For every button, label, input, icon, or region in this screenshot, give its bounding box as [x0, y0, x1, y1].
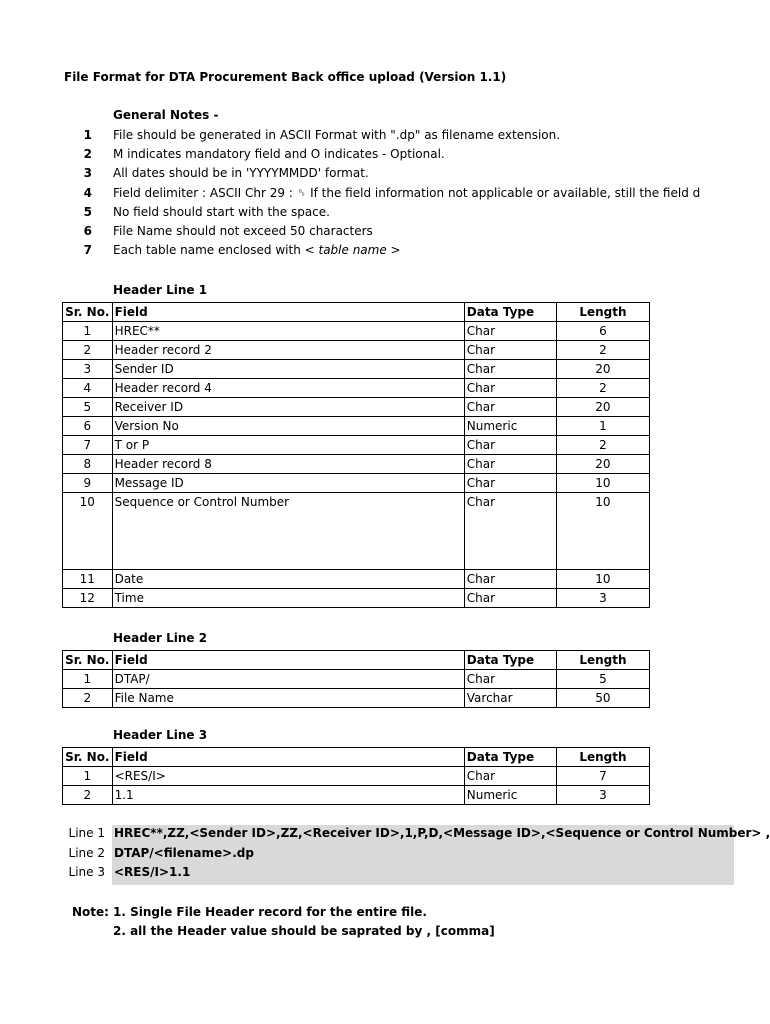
col-header-length: Length	[556, 303, 649, 322]
col-header-sr-no: Sr. No.	[63, 748, 113, 767]
table-row	[63, 455, 650, 474]
col-header-field: Field	[112, 748, 464, 767]
cell-field: Sender ID	[112, 360, 464, 379]
table-header-row	[63, 651, 650, 670]
cell-length: 10	[556, 493, 649, 570]
cell-data-type: Char	[464, 379, 556, 398]
note-number: 2	[83, 147, 92, 161]
cell-field: T or P	[112, 436, 464, 455]
note-text-italic: table name	[318, 243, 387, 257]
col-header-field: Field	[112, 303, 464, 322]
cell-sr-no: 11	[63, 570, 113, 589]
cell-data-type: Char	[464, 589, 556, 608]
note-number: 4	[83, 186, 92, 200]
cell-field: DTAP/	[112, 670, 464, 689]
note-number: 3	[83, 166, 92, 180]
cell-length: 20	[556, 398, 649, 417]
col-header-data-type: Data Type	[464, 651, 556, 670]
cell-length: 20	[556, 455, 649, 474]
table-row	[63, 570, 650, 589]
header-line-1-table	[62, 302, 650, 608]
cell-sr-no: 10	[63, 493, 113, 570]
table-row	[63, 689, 650, 708]
cell-length: 3	[556, 589, 649, 608]
cell-field: 1.1	[112, 786, 464, 805]
cell-data-type: Char	[464, 767, 556, 786]
col-header-field: Field	[112, 651, 464, 670]
cell-field: Date	[112, 570, 464, 589]
cell-field: Time	[112, 589, 464, 608]
table-row	[63, 589, 650, 608]
cell-data-type: Char	[464, 493, 556, 570]
cell-data-type: Char	[464, 474, 556, 493]
col-header-data-type: Data Type	[464, 303, 556, 322]
cell-sr-no: 7	[63, 436, 113, 455]
cell-data-type: Char	[464, 670, 556, 689]
cell-data-type: Numeric	[464, 417, 556, 436]
sample-line-text: <RES/I>1.1	[114, 865, 191, 879]
cell-length: 5	[556, 670, 649, 689]
note-number: 1	[83, 128, 92, 142]
general-notes-heading: General Notes -	[113, 108, 219, 122]
cell-length: 1	[556, 417, 649, 436]
col-header-sr-no: Sr. No.	[63, 303, 113, 322]
table-row	[63, 379, 650, 398]
cell-field: Version No	[112, 417, 464, 436]
header-line-2-heading: Header Line 2	[113, 631, 208, 645]
note-number: 6	[83, 224, 92, 238]
cell-field: Header record 2	[112, 341, 464, 360]
header-line-3-table	[62, 747, 650, 805]
note-number: 7	[83, 243, 92, 257]
table-row	[63, 786, 650, 805]
cell-data-type: Char	[464, 341, 556, 360]
table-row	[63, 670, 650, 689]
cell-data-type: Char	[464, 570, 556, 589]
cell-sr-no: 6	[63, 417, 113, 436]
col-header-data-type: Data Type	[464, 748, 556, 767]
cell-sr-no: 12	[63, 589, 113, 608]
table-row	[63, 322, 650, 341]
cell-length: 2	[556, 379, 649, 398]
general-note-text: All dates should be in 'YYYYMMDD' format.	[113, 166, 369, 180]
cell-field: Message ID	[112, 474, 464, 493]
header-line-2-table	[62, 650, 650, 708]
cell-length: 2	[556, 341, 649, 360]
header-line-1-heading: Header Line 1	[113, 283, 208, 297]
sample-line-label: Line 1	[68, 826, 105, 840]
header-line-3-heading: Header Line 3	[113, 728, 208, 742]
cell-sr-no: 3	[63, 360, 113, 379]
cell-length: 3	[556, 786, 649, 805]
general-note-text: No field should start with the space.	[113, 205, 330, 219]
cell-data-type: Char	[464, 398, 556, 417]
table-row	[63, 341, 650, 360]
cell-data-type: Varchar	[464, 689, 556, 708]
cell-sr-no: 2	[63, 786, 113, 805]
table-header-row	[63, 303, 650, 322]
note-text-part: >	[386, 243, 401, 257]
table-row	[63, 767, 650, 786]
table-row	[63, 398, 650, 417]
cell-field: File Name	[112, 689, 464, 708]
cell-field: HREC**	[112, 322, 464, 341]
note-text-part: Each table name enclosed with <	[113, 243, 319, 257]
cell-sr-no: 2	[63, 341, 113, 360]
general-note-text: File Name should not exceed 50 characters	[113, 224, 373, 238]
note-line: 1. Single File Header record for the entire file.	[113, 905, 427, 919]
table-row	[63, 474, 650, 493]
cell-sr-no: 1	[63, 322, 113, 341]
cell-data-type: Char	[464, 436, 556, 455]
cell-data-type: Numeric	[464, 786, 556, 805]
cell-data-type: Char	[464, 360, 556, 379]
table-row	[63, 360, 650, 379]
general-note-text: Field delimiter : ASCII Chr 29 : ␝ If the field information not applicable or available, still the field d	[113, 186, 701, 200]
note-line: 2. all the Header value should be saprated by , [comma]	[113, 924, 495, 938]
cell-data-type: Char	[464, 455, 556, 474]
cell-length: 7	[556, 767, 649, 786]
general-note-text	[113, 243, 401, 257]
cell-sr-no: 9	[63, 474, 113, 493]
cell-sr-no: 4	[63, 379, 113, 398]
cell-length: 10	[556, 570, 649, 589]
cell-sr-no: 1	[63, 670, 113, 689]
note-label: Note:	[72, 905, 109, 919]
col-header-length: Length	[556, 651, 649, 670]
cell-field: <RES/I>	[112, 767, 464, 786]
cell-length: 10	[556, 474, 649, 493]
table-row	[63, 417, 650, 436]
cell-sr-no: 5	[63, 398, 113, 417]
sample-line-text: HREC**,ZZ,<Sender ID>,ZZ,<Receiver ID>,1,P,D,<Message ID>,<Sequence or Control Number> ,	[114, 826, 770, 840]
document-title: File Format for DTA Procurement Back office upload (Version 1.1)	[64, 70, 507, 84]
sample-line-text: DTAP/<filename>.dp	[114, 846, 254, 860]
sample-line-label: Line 2	[68, 846, 105, 860]
col-header-length: Length	[556, 748, 649, 767]
table-row	[63, 436, 650, 455]
cell-length: 2	[556, 436, 649, 455]
col-header-sr-no: Sr. No.	[63, 651, 113, 670]
cell-sr-no: 8	[63, 455, 113, 474]
cell-length: 20	[556, 360, 649, 379]
general-note-text: M indicates mandatory field and O indicates - Optional.	[113, 147, 445, 161]
cell-sr-no: 1	[63, 767, 113, 786]
table-row	[63, 493, 650, 570]
cell-field: Sequence or Control Number	[112, 493, 464, 570]
general-note-text: File should be generated in ASCII Format with ".dp" as filename extension.	[113, 128, 561, 142]
cell-data-type: Char	[464, 322, 556, 341]
table-header-row	[63, 748, 650, 767]
cell-sr-no: 2	[63, 689, 113, 708]
cell-length: 50	[556, 689, 649, 708]
note-number: 5	[83, 205, 92, 219]
cell-field: Header record 8	[112, 455, 464, 474]
cell-field: Receiver ID	[112, 398, 464, 417]
sample-line-label: Line 3	[68, 865, 105, 879]
cell-length: 6	[556, 322, 649, 341]
cell-field: Header record 4	[112, 379, 464, 398]
